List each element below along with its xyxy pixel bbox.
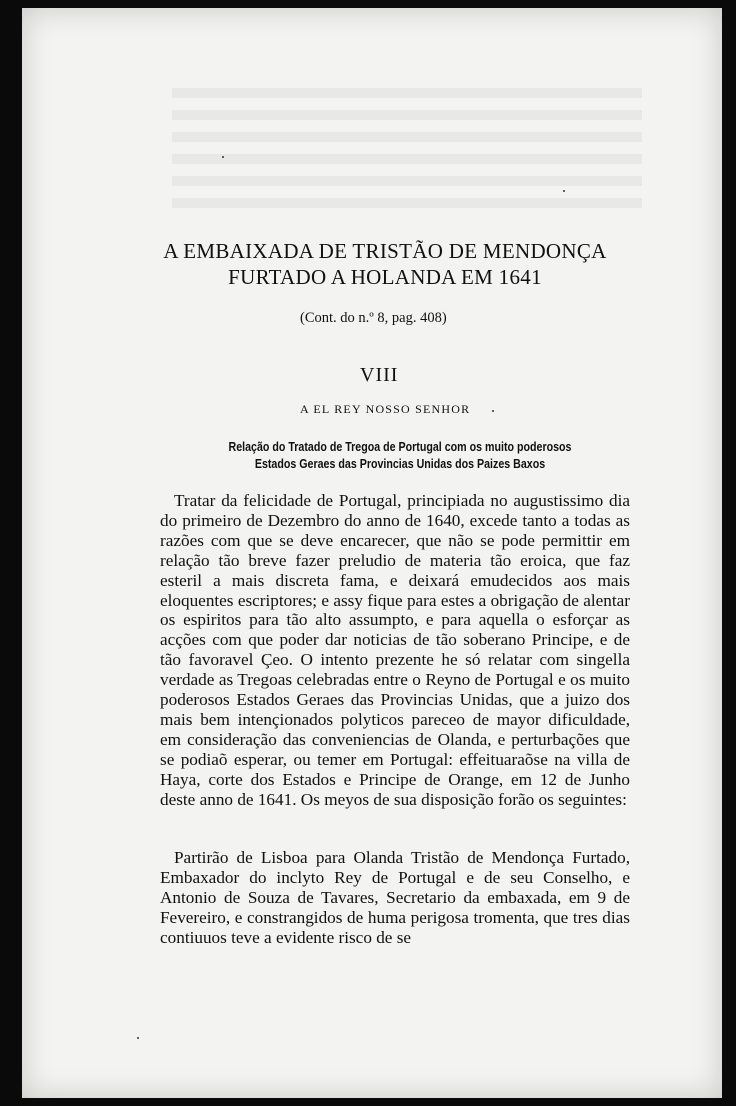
scan-speck bbox=[563, 190, 565, 192]
dedication: A EL REY NOSSO SENHOR bbox=[300, 402, 471, 416]
continuation-note: (Cont. do n.º 8, pag. 408) bbox=[300, 310, 447, 326]
body-paragraph-2: Partirão de Lisboa para Olanda Tristão de Mendonça Furtado, Embaxador do inclyto Rey de Portugal e de seu Conselho, e Antonio de Souza de Tavares, Secretario da embaxada, em 9 de Fevereiro, e constrangidos de huma perigosa tromenta, que tres dias contiuuos teve a evidente risco de se bbox=[160, 848, 630, 947]
heading-line-1: Relação do Tratado de Tregoa de Portugal com os muito poderosos bbox=[228, 439, 572, 454]
title-line-1: A EMBAIXADA DE TRISTÃO DE MENDONÇA bbox=[163, 239, 607, 263]
bleed-through-text bbox=[172, 88, 642, 208]
body-paragraph-1: Tratar da felicidade de Portugal, principiada no augustissimo dia do primeiro de Dezembro do anno de 1640, excede tanto a todas as razões com que se deve encarecer, que não se pode permittir em relação tão breve fazer preludio de materia tão eroica, que faz esteril a mais discreta fama, e deixará emudecidos aos mais eloquentes escriptores; e assy fique para estes a obrigação de alentar os espiritos para tão alto assumpto, e para aquella o esforçar as acções com que poder dar noticias de tão soberano Principe, e de tão favoravel Çeo. O intento prezente he só relatar com singella verdade as Tregoas celebradas entre o Reyno de Portugal e os muito poderosos Estados Geraes das Provincias Unidas, que a juizo dos mais bem intençionados polyticos pareceo de mayor dificuldade, em consideração das conveniencias de Olanda, e perturbações que se podiaõ esperar, ou temer em Portugal: effeituaraõse na villa de Haya, corte dos Estados e Principe de Orange, em 12 de Junho deste anno de 1641. Os meyos de sua disposição forão os seguintes: bbox=[160, 491, 630, 809]
title-line-2: FURTADO A HOLANDA EM 1641 bbox=[228, 265, 542, 289]
scan-speck bbox=[137, 1037, 139, 1039]
section-heading bbox=[220, 438, 581, 472]
scan-speck bbox=[222, 156, 224, 158]
heading-line-2: Estados Geraes das Provincias Unidas dos Paizes Baxos bbox=[254, 456, 546, 471]
article-title bbox=[140, 238, 630, 290]
scan-speck bbox=[492, 410, 494, 412]
section-number: VIII bbox=[360, 364, 399, 386]
